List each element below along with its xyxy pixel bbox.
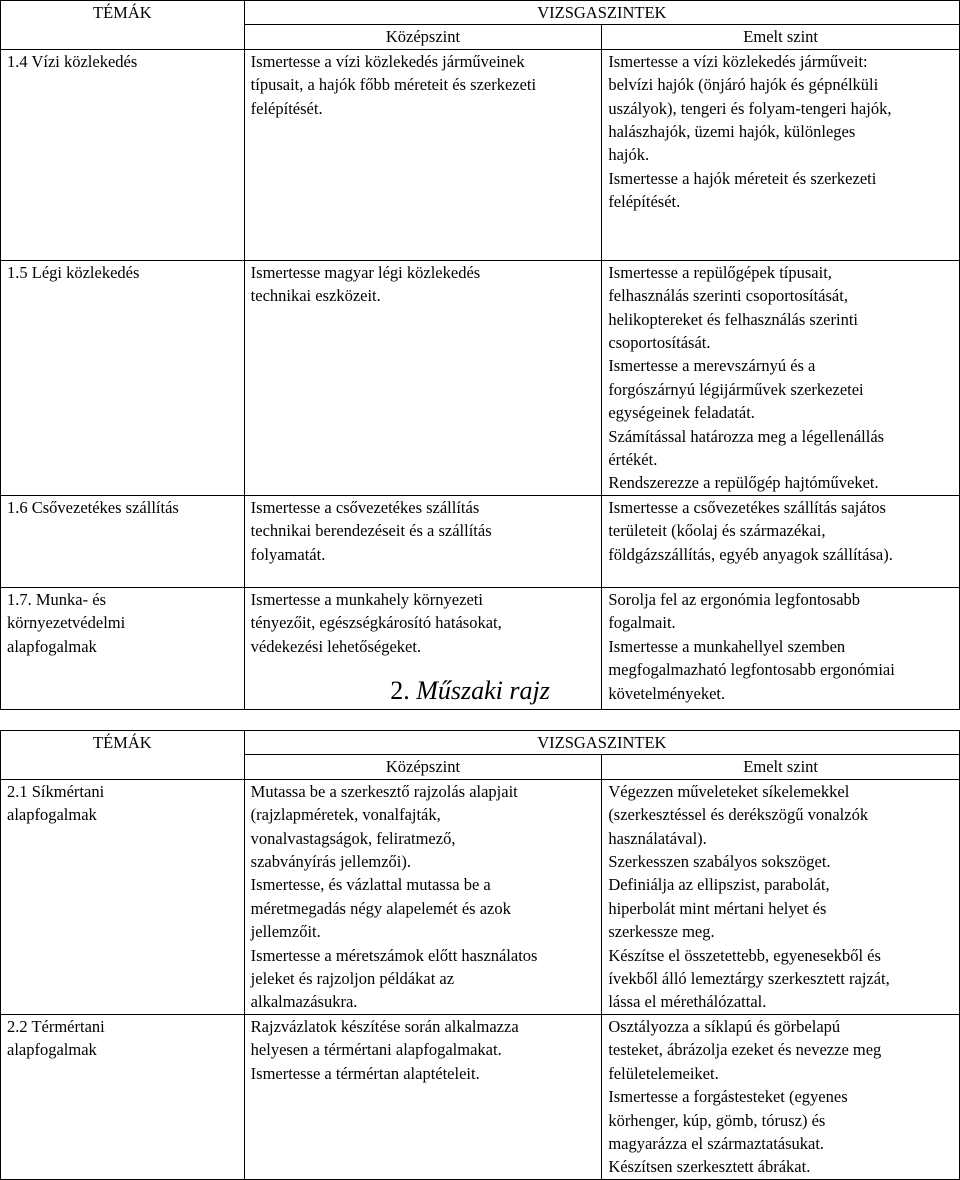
table-row [1,495,960,587]
text-line: jellemzőit. [250,922,321,942]
text-line: megfogalmazható legfontosabb ergonómiai [608,660,895,680]
text-line: területeit (kőolaj és származékai, [608,521,826,541]
text-line: Mutassa be a szerkesztő rajzolás alapjait [250,781,518,801]
text-line: típusait, a hajók főbb méreteit és szerkezeti [250,75,537,95]
text-line: Ismertesse, és vázlattal mutassa be a [250,875,491,895]
text-line: szerkessze meg. [608,922,715,942]
topic-line: 1.6 Csővezetékes szállítás [7,497,179,517]
text-line: uszályok), tengeri és folyam-tengeri hajók, [608,98,892,118]
topic-line: 1.4 Vízi közlekedés [7,51,138,71]
text-line: felhasználás szerinti csoportosítását, [608,286,848,306]
text-line: Ismertesse a csővezetékes szállítás sajátos [608,497,886,517]
text-line: Ismertesse magyar légi közlekedés [250,262,481,282]
text-line: szabványírás jellemzői). [250,852,412,872]
topic-line: 1.7. Munka- és [7,589,106,609]
text-line: Ismertesse a repülőgépek típusait, [608,262,832,282]
text-line: Ismertesse a munkahely környezeti [250,589,483,609]
topic-line: alapfogalmak [7,636,97,656]
text-line: védekezési lehetőségeket. [250,636,422,656]
mid-level-header: Középszint [244,25,602,49]
mid-level-cell [244,495,602,587]
table-header-row [1,1,960,25]
text-line: (rajzlapméretek, vonalfajták, [250,805,441,825]
text-line: használatával). [608,828,707,848]
section-title-text: Műszaki rajz [416,676,550,705]
table-row [1,260,960,495]
advanced-level-cell [602,260,960,495]
text-line: helyesen a térmértani alapfogalmakat. [250,1040,502,1060]
text-line: Számítással határozza meg a légellenállás [608,426,885,446]
text-line: egységeinek feladatát. [608,403,755,423]
section-title [0,676,940,706]
text-line: Ismertesse a vízi közlekedés járműveit: [608,51,868,71]
table-row [1,779,960,1014]
text-line: Rajzvázlatok készítése során alkalmazza [250,1016,519,1036]
text-line: Ismertesse a vízi közlekedés járműveinek [250,51,525,71]
topic-line: alapfogalmak [7,1040,97,1060]
table-row [1,49,960,260]
text-line: földgázszállítás, egyéb anyagok szállítása). [608,544,893,564]
mid-level-cell [244,779,602,1014]
text-line: magyarázza el származtatásukat. [608,1133,825,1153]
topic-cell [1,260,245,495]
mid-level-header: Középszint [244,755,602,779]
text-line: belvízi hajók (önjáró hajók és gépnélküli [608,75,879,95]
text-line: testeket, ábrázolja ezeket és nevezze meg [608,1040,882,1060]
text-line: felületelemeiket. [608,1063,719,1083]
text-line: helikoptereket és felhasználás szerinti [608,309,858,329]
text-line: Végezzen műveleteket síkelemekkel [608,781,850,801]
text-line: tényezőit, egészségkárosító hatásokat, [250,613,502,633]
text-line: méretmegadás négy alapelemét és azok [250,898,511,918]
text-line: Sorolja fel az ergonómia legfontosabb [608,589,861,609]
text-line: fogalmait. [608,613,676,633]
text-line: Definiálja az ellipszist, parabolát, [608,875,830,895]
topics-header: TÉMÁK [1,731,245,780]
advanced-level-header: Emelt szint [602,25,960,49]
advanced-level-header: Emelt szint [602,755,960,779]
text-line: lássa el mérethálózattal. [608,992,767,1012]
text-line: Készítse el összetettebb, egyenesekből és [608,945,881,965]
text-line: alkalmazásukra. [250,992,358,1012]
text-line: Osztályozza a síklapú és görbelapú [608,1016,841,1036]
advanced-level-cell [602,1014,960,1179]
text-line: forgószárnyú légijárművek szerkezetei [608,379,864,399]
topic-cell [1,49,245,260]
topic-line: 2.2 Térmértani [7,1016,105,1036]
advanced-level-cell [602,779,960,1014]
text-line: folyamatát. [250,544,326,564]
text-line: Ismertesse a merevszárnyú és a [608,356,816,376]
text-line: Ismertesse a hajók méreteit és szerkezeti [608,168,877,188]
text-line: csoportosítását. [608,333,711,353]
section-number: 2. [390,676,410,705]
table-header-row [1,731,960,755]
advanced-level-cell [602,49,960,260]
text-line: vonalvastagságok, feliratmező, [250,828,456,848]
text-line: (szerkesztéssel és derékszögű vonalzók [608,805,869,825]
text-line: technikai eszközeit. [250,286,381,306]
exam-levels-header: VIZSGASZINTEK [244,731,959,755]
text-line: technikai berendezéseit és a szállítás [250,521,492,541]
topics-header: TÉMÁK [1,1,245,50]
topic-cell [1,779,245,1014]
advanced-level-cell [602,495,960,587]
text-line: Készítsen szerkesztett ábrákat. [608,1157,811,1177]
text-line: hiperbolát mint mértani helyet és [608,898,827,918]
text-line: követelményeket. [608,683,726,703]
topic-cell [1,1014,245,1179]
mid-level-cell [244,260,602,495]
topic-line: 2.1 Síkmértani [7,781,105,801]
topic-line: alapfogalmak [7,805,97,825]
text-line: felépítését. [608,192,681,212]
text-line: körhenger, kúp, gömb, tórusz) és [608,1110,826,1130]
requirements-table-technical-drawing [0,730,960,1180]
mid-level-cell [244,1014,602,1179]
text-line: értékét. [608,450,658,470]
topic-cell [1,495,245,587]
text-line: Ismertesse a munkahellyel szemben [608,636,846,656]
text-line: Szerkesszen szabályos sokszöget. [608,852,831,872]
text-line: Ismertesse a méretszámok előtt használatos [250,945,538,965]
text-line: felépítését. [250,98,323,118]
text-line: Ismertesse a térmértan alaptételeit. [250,1063,480,1083]
text-line: jeleket és rajzoljon példákat az [250,969,455,989]
text-line: Rendszerezze a repülőgép hajtóműveket. [608,473,879,493]
mid-level-cell [244,49,602,260]
table-row [1,1014,960,1179]
text-line: hajók. [608,145,650,165]
topic-line: környezetvédelmi [7,613,126,633]
text-line: Ismertesse a csővezetékes szállítás [250,497,480,517]
text-line: ívekből álló lemeztárgy szerkesztett rajzát, [608,969,890,989]
text-line: Ismertesse a forgástesteket (egyenes [608,1087,848,1107]
exam-levels-header: VIZSGASZINTEK [244,1,959,25]
topic-line: 1.5 Légi közlekedés [7,262,140,282]
text-line: halászhajók, üzemi hajók, különleges [608,122,856,142]
